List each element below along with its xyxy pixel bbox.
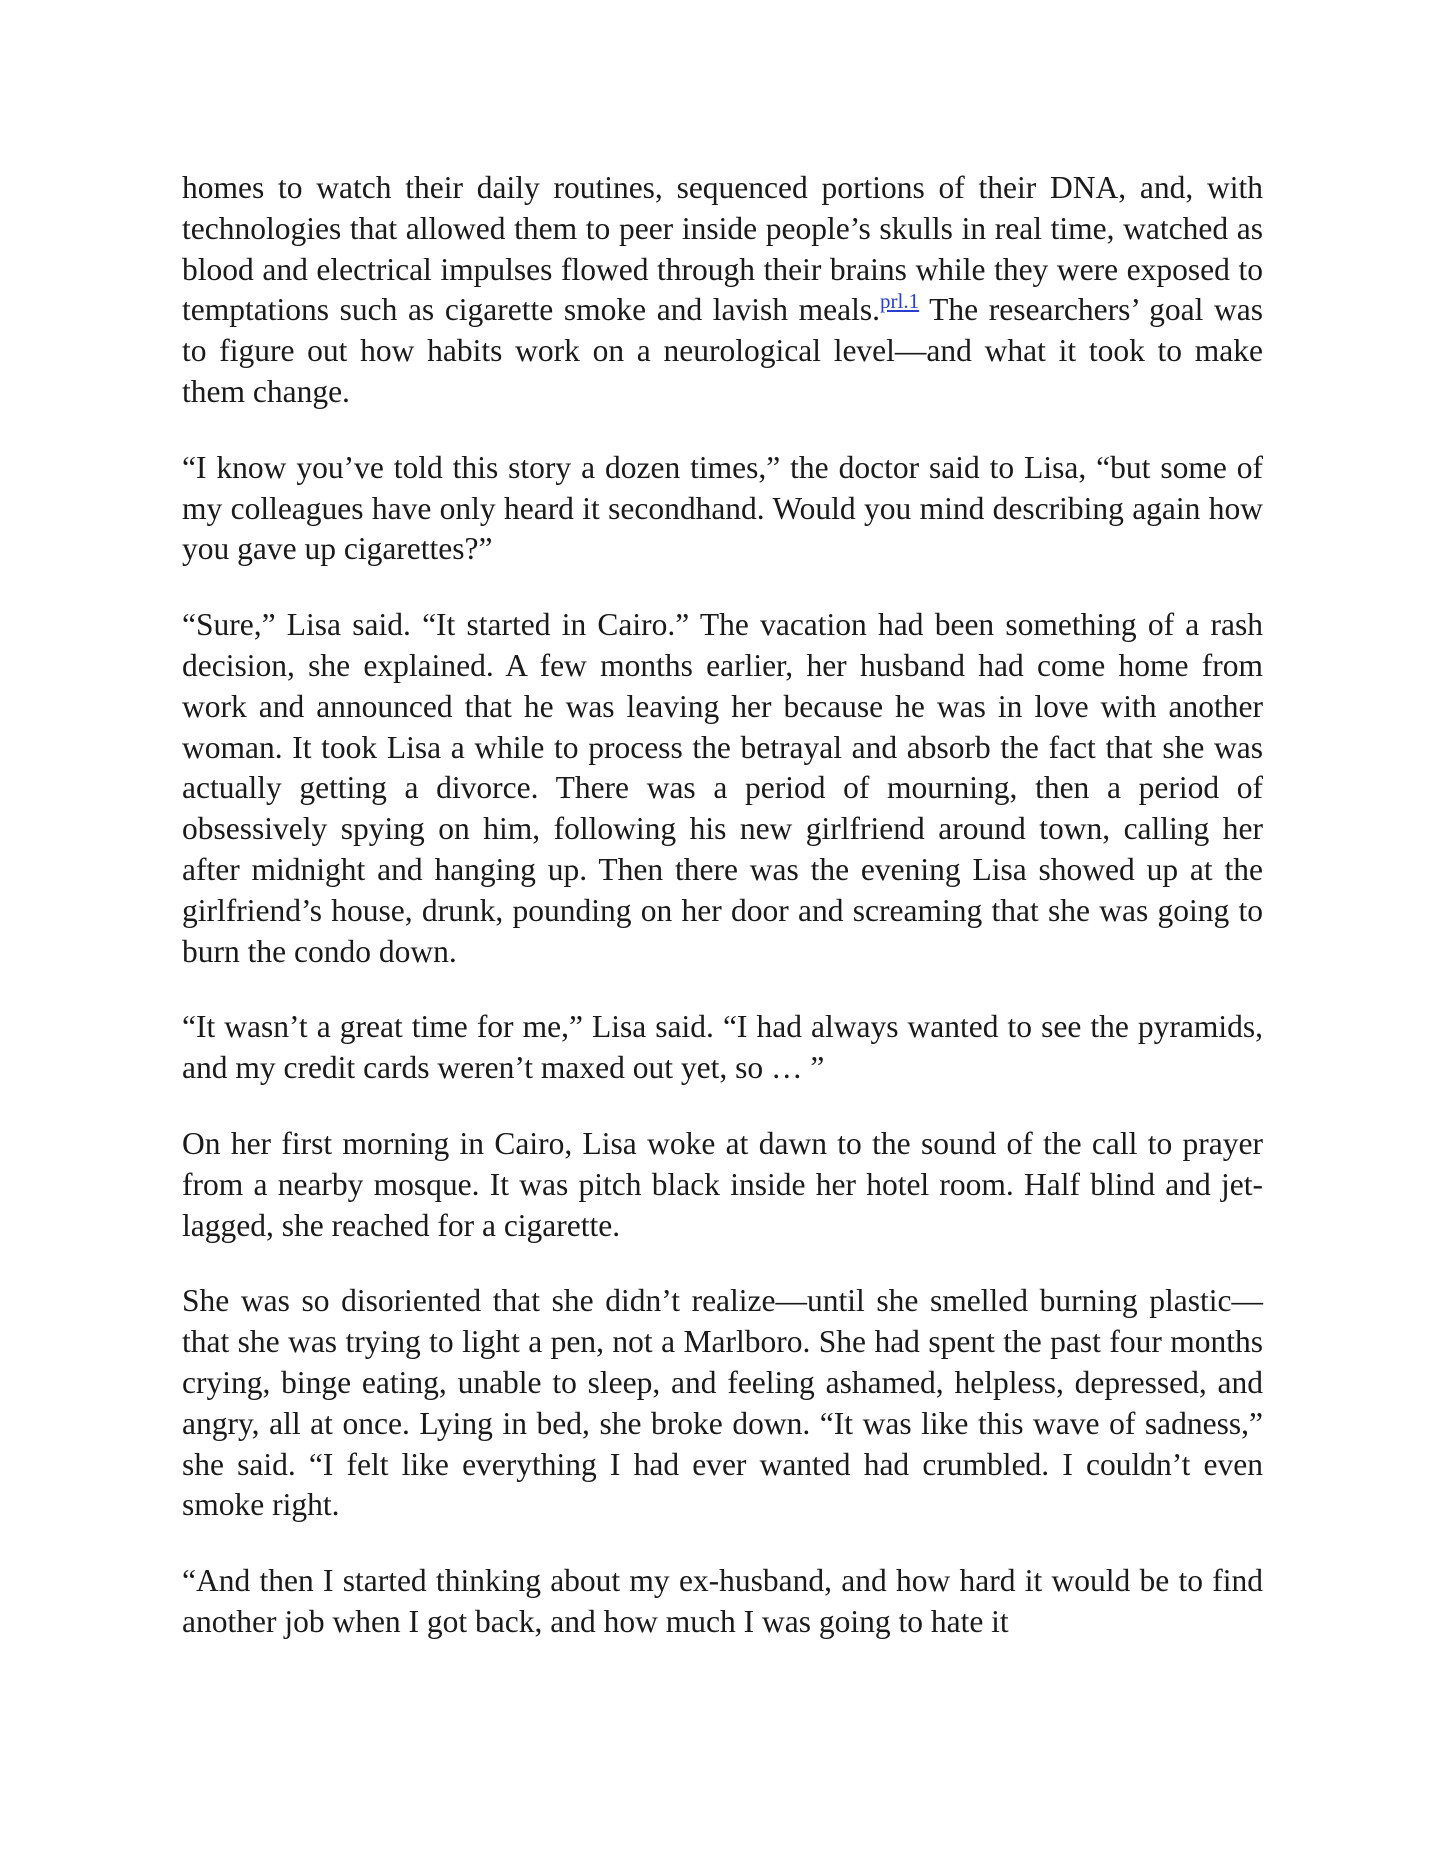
document-page bbox=[182, 168, 1263, 1643]
paragraph-2: “I know you’ve told this story a dozen times,” the doctor said to Lisa, “but some of my colleagues have only heard it secondhand. Would you mind describing again how you gave up cigarettes?” bbox=[182, 449, 1263, 567]
footnote-link[interactable]: prl.1 bbox=[880, 289, 920, 314]
paragraph-4: “It wasn’t a great time for me,” Lisa said. “I had always wanted to see the pyramids, and my credit cards weren’t maxed out yet, so … ” bbox=[182, 1009, 1263, 1086]
paragraph-1 bbox=[182, 168, 1263, 413]
paragraph-1-text-after: The researchers’ goal was to figure out how habits work on a neurological level—and what it took to make them change. bbox=[182, 292, 1263, 409]
paragraph-3: “Sure,” Lisa said. “It started in Cairo.” The vacation had been something of a rash decision, she explained. A few months earlier, her husband had come home from work and announced that he was leaving her because he was in love with another woman. It took Lisa a while to process the betrayal and absorb the fact that she was actually getting a divorce. There was a period of mourning, then a period of obsessively spying on him, following his new girlfriend around town, calling her after midnight and hanging up. Then there was the evening Lisa showed up at the girlfriend’s house, drunk, pounding on her door and screaming that she was going to burn the condo down. bbox=[182, 607, 1263, 969]
paragraph-5: On her first morning in Cairo, Lisa woke at dawn to the sound of the call to prayer from a nearby mosque. It was pitch black inside her hotel room. Half blind and jet-lagged, she reached for a cigarette. bbox=[182, 1125, 1263, 1243]
paragraph-1-text-before: homes to watch their daily routines, sequenced portions of their DNA, and, with technologies that allowed them to peer inside people’s skulls in real time, watched as blood and electrical impulses flowed through their brains while they were exposed to temptations such as cigarette smoke and lavish meals. bbox=[182, 170, 1263, 328]
paragraph-7: “And then I started thinking about my ex-husband, and how hard it would be to find another job when I got back, and how much I was going to hate it bbox=[182, 1563, 1263, 1639]
paragraph-6: She was so disoriented that she didn’t realize—until she smelled burning plastic—that she was trying to light a pen, not a Marlboro. She had spent the past four months crying, binge eating, unable to sleep, and feeling ashamed, helpless, depressed, and angry, all at once. Lying in bed, she broke down. “It was like this wave of sadness,” she said. “I felt like everything I had ever wanted had crumbled. I couldn’t even smoke right. bbox=[182, 1283, 1263, 1523]
